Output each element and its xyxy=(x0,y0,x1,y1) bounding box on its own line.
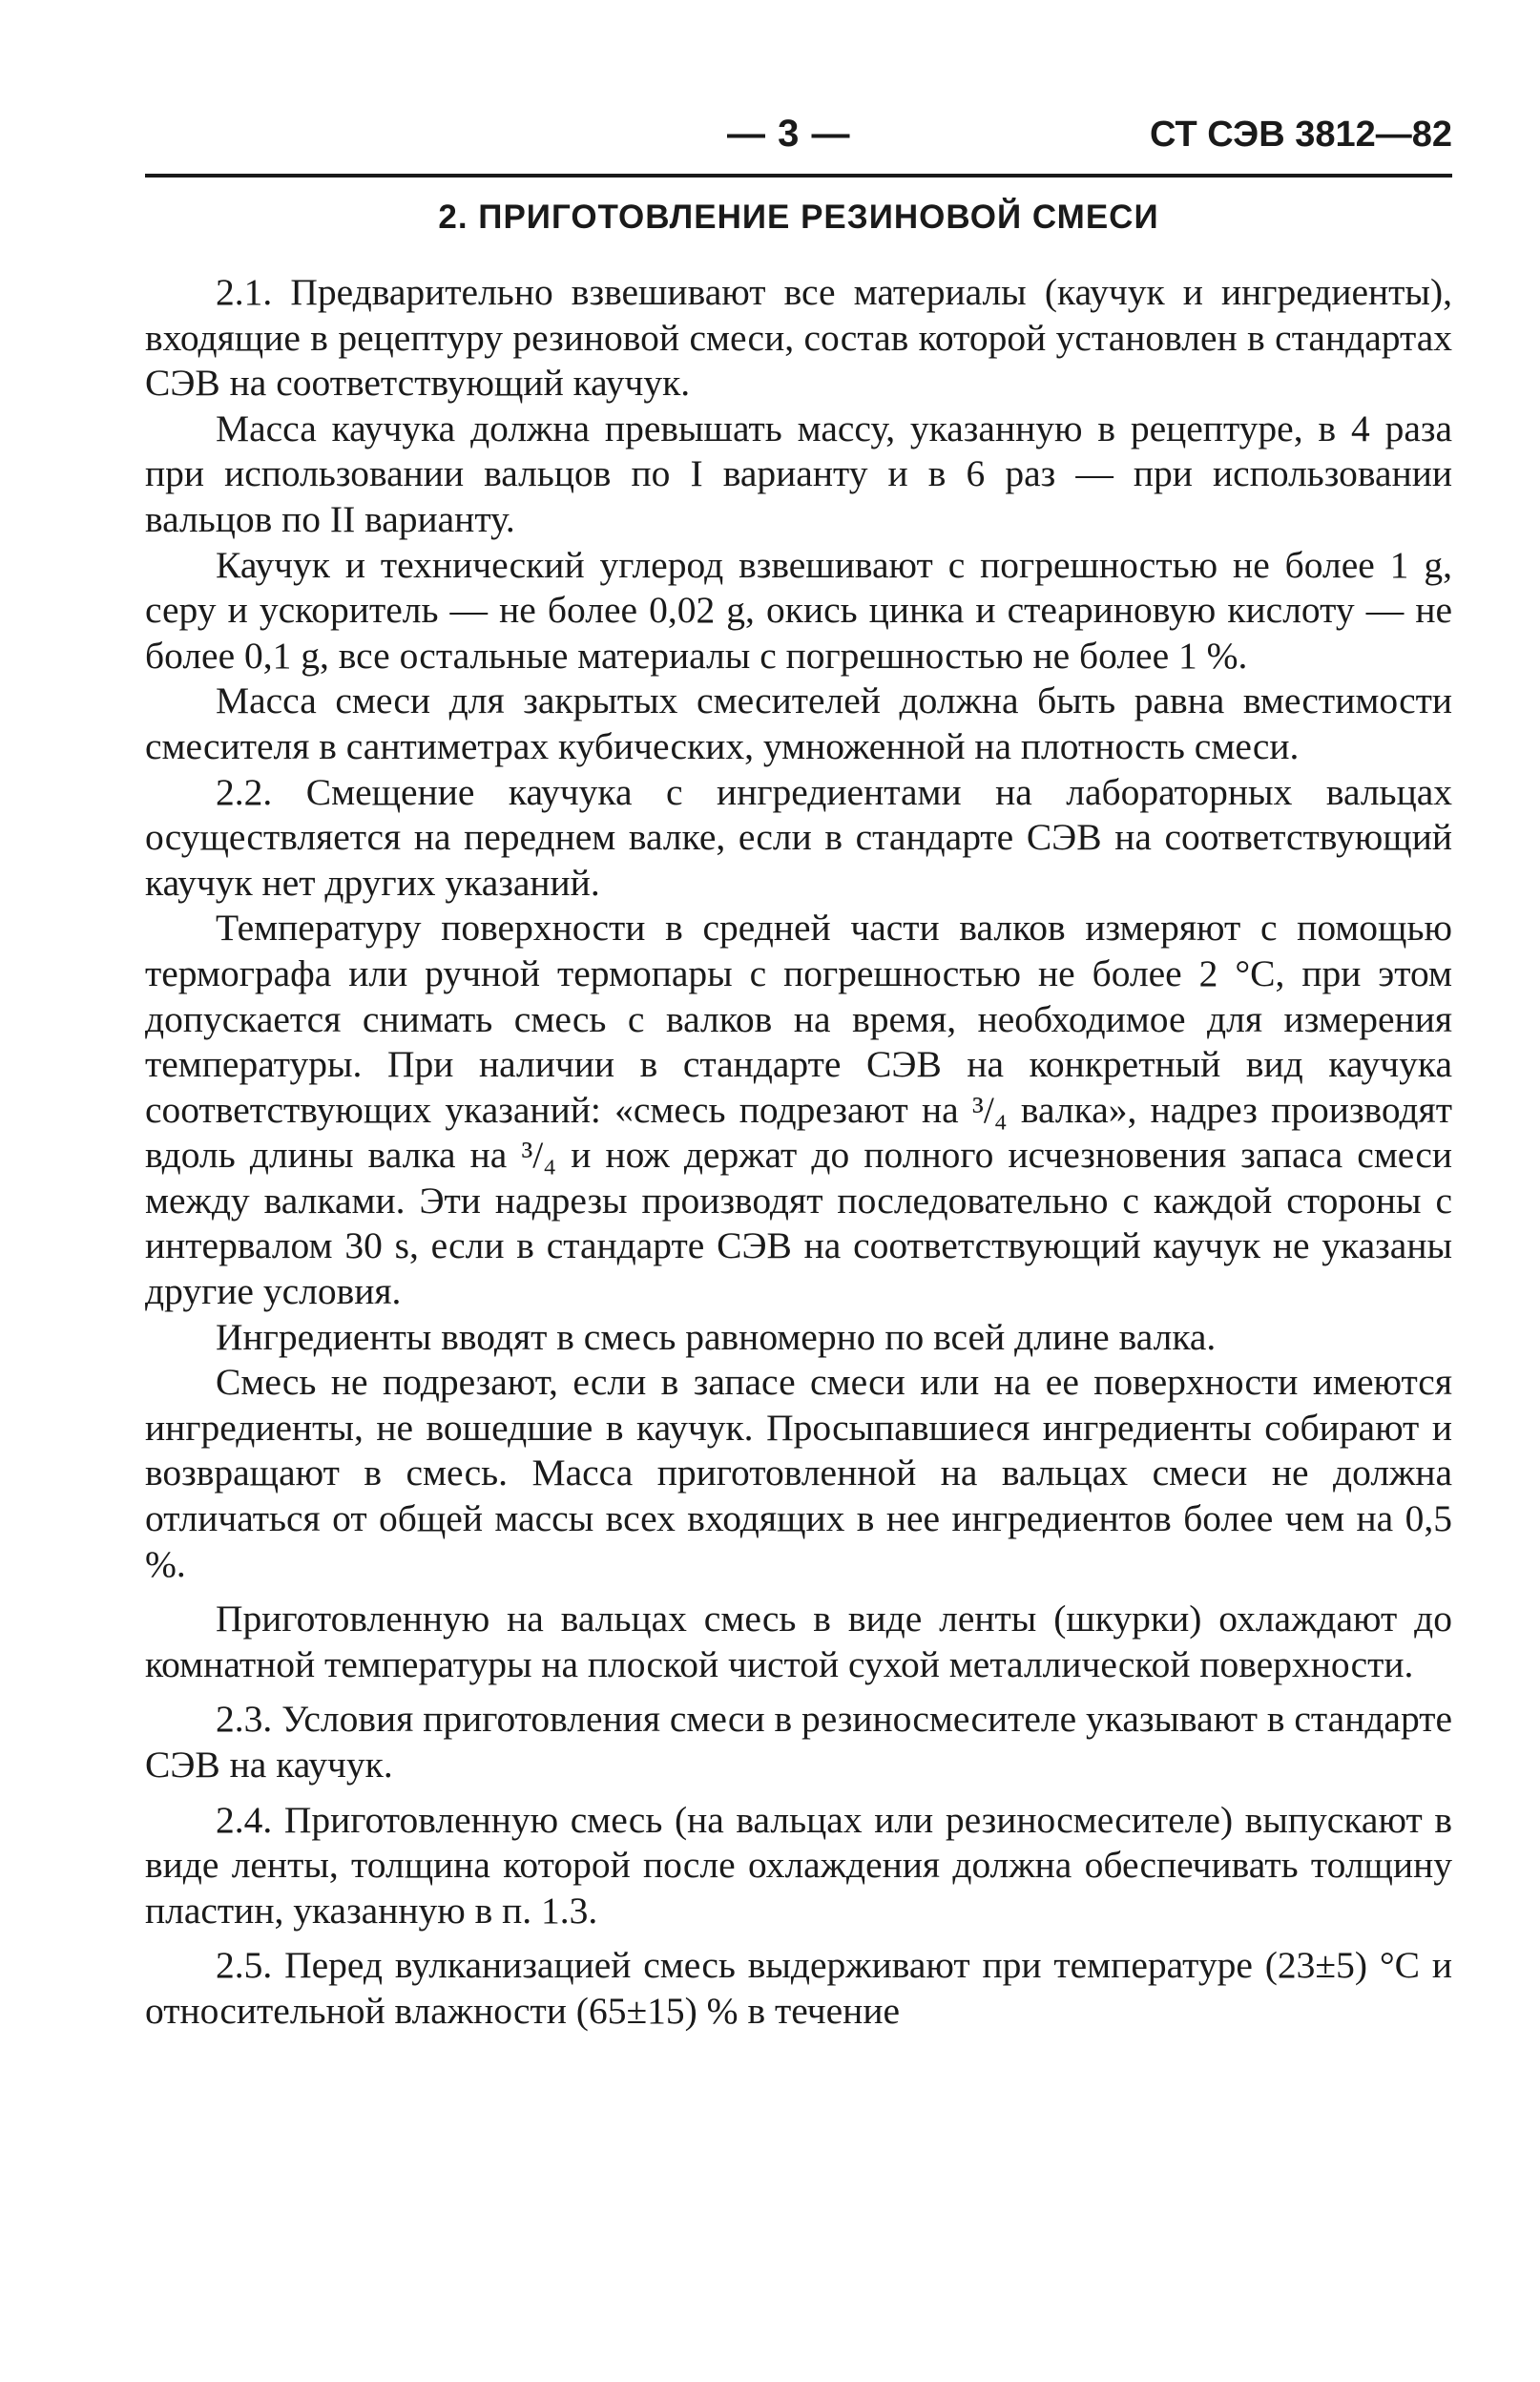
paragraph-mass-rubber: Масса каучука должна превышать массу, указанную в рецептуре, в 4 раза при использовании вальцов по I варианту и в 6 раз — при использовании вальцов по II варианту. xyxy=(145,407,1452,540)
paragraph-no-cutting: Смесь не подрезают, если в запасе смеси или на ее поверхности имеются ингредиенты, не вошедшие в каучук. Просыпавшиеся ингредиенты собирают и возвращают в смесь. Масса приготовленной на вальцах смеси не должна отличаться от общей массы всех входящих в нее ингредиентов более чем на 0,5 %. xyxy=(145,1361,1452,1585)
paragraph-2-1: 2.1. Предварительно взвешивают все материалы (каучук и ингредиенты), входящие в рецептуру резиновой смеси, состав которой установлен в стандартах СЭВ на соответствующий каучук. xyxy=(145,271,1452,405)
page-number: — 3 — xyxy=(727,113,851,155)
page-header xyxy=(145,113,1452,170)
section-title: 2. ПРИГОТОВЛЕНИЕ РЕЗИНОВОЙ СМЕСИ xyxy=(438,198,1159,236)
paragraph-closed-mixer-mass: Масса смеси для закрытых смесителей должна быть равна вместимости смесителя в сантиметрах кубических, умноженной на плотность смеси. xyxy=(145,679,1452,767)
paragraph-cooling: Приготовленную на вальцах смесь в виде ленты (шкурки) охлаждают до комнатной температуры на плоской чистой сухой металлической поверхности. xyxy=(145,1598,1452,1685)
paragraph-ingredients-even: Ингредиенты вводят в смесь равномерно по всей длине валка. xyxy=(216,1315,1217,1358)
paragraph-2-5: 2.5. Перед вулканизацией смесь выдерживают при температуре (23±5) °С и относительной влажности (65±15) % в течение xyxy=(145,1944,1452,2032)
paragraph-2-4: 2.4. Приготовленную смесь (на вальцах или резиносмесителе) выпускают в виде ленты, толщина которой после охлаждения должна обеспечивать толщину пластин, указанную в п. 1.3. xyxy=(145,1798,1452,1932)
paragraph-roll-temperature: Температуру поверхности в средней части валков измеряют с помощью термографа или ручной термопары с погрешностью не более 2 °С, при этом допускается снимать смесь с валков на время, необходимое для измерения температуры. При наличии в стандарте СЭВ на конкретный вид каучука соответствующих указаний: «смесь подрезают на ³/₄ валка», надрез производят вдоль длины валка на ³/₄ и нож держат до полного исчезновения запаса смеси между валками. Эти надрезы производят последовательно с каждой стороны с интервалом 30 s, если в стандарте СЭВ на соответствующий каучук не указаны другие условия. xyxy=(145,907,1452,1313)
document-id: СТ СЭВ 3812—82 xyxy=(1149,115,1452,155)
paragraph-2-2: 2.2. Смещение каучука с ингредиентами на лабораторных вальцах осуществляется на переднем валке, если в стандарте СЭВ на соответствующий каучук нет других указаний. xyxy=(145,770,1452,904)
paragraph-2-3: 2.3. Условия приготовления смеси в резиносмесителе указывают в стандарте СЭВ на каучук. xyxy=(145,1698,1452,1786)
paragraph-weighing-precision: Каучук и технический углерод взвешивают с погрешностью не более 1 g, серу и ускоритель — не более 0,02 g, окись цинка и стеариновую кислоту — не более 0,1 g, все остальные материалы с погрешностью не более 1 %. xyxy=(145,543,1452,677)
body-text xyxy=(145,270,1452,2035)
header-rule xyxy=(145,174,1452,178)
